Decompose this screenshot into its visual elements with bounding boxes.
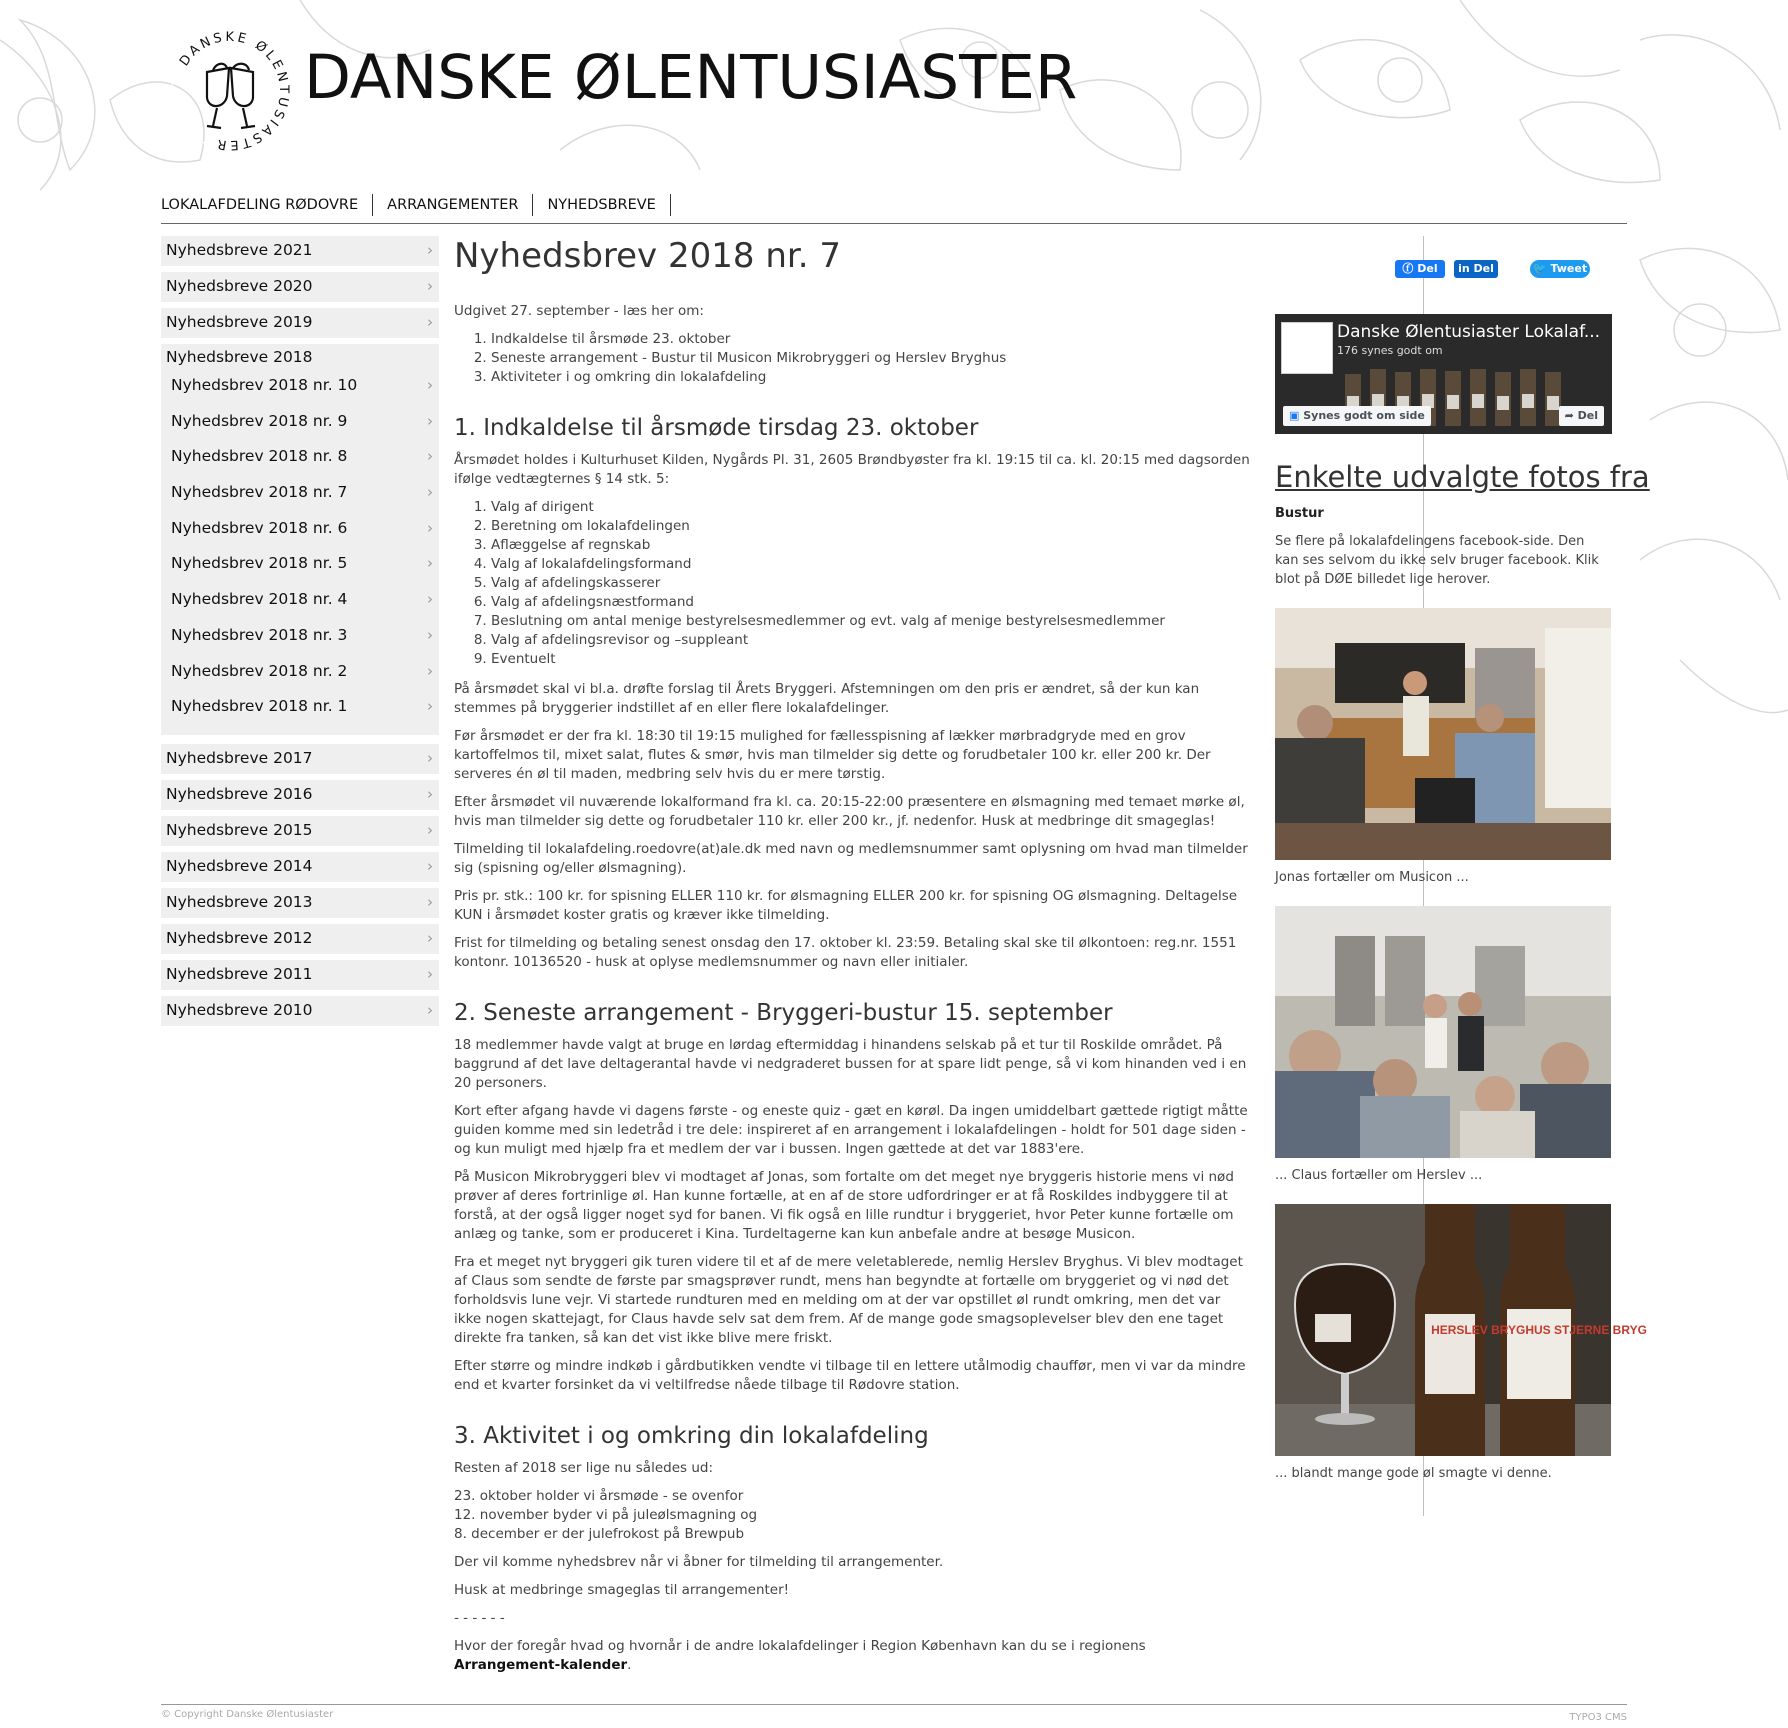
agenda-item: 3. Aflæggelse af regnskab — [491, 536, 1250, 555]
sidebar-item-2010[interactable] — [161, 996, 439, 1026]
sidebar-item-2012[interactable] — [161, 924, 439, 954]
sidebar-item-label: Nyhedsbreve 2020 — [166, 277, 313, 295]
article-toc — [454, 330, 1250, 387]
agenda-item: 4. Valg af lokalafdelingsformand — [491, 555, 1250, 574]
photos-subheading: Bustur — [1275, 506, 1324, 521]
sidebar-item-2011[interactable] — [161, 960, 439, 990]
photo-caption: ... Claus fortæller om Herslev ... — [1275, 1168, 1483, 1183]
paragraph: Fra et meget nyt bryggeri gik turen videre til et af de mere veletablerede, nemlig Herslev Bryghus. Vi blev modtaget af Claus som sendte de første par smagsprøver rundt, mens han begyndte at fortælle om bryggeriet og vi nød det forholdsvis lune vejr. Vi startede rundturen med en melding om at der var opstillet øl rundt omkring, men det var ikke nogen skattejagt, for Claus havde selv sat dem frem. Af de mange gode smagsoplevelser blev den ene taget direkte fra tanken, så kan det vist ikke blive mere friskt. — [454, 1254, 1243, 1346]
article — [454, 232, 1250, 1684]
sidebar-subitem-label: Nyhedsbrev 2018 nr. 9 — [171, 411, 348, 430]
toc-item: 2. Seneste arrangement - Bustur til Musicon Mikrobryggeri og Herslev Bryghus — [491, 349, 1250, 368]
sidebar-subitem-2018-1[interactable] — [161, 693, 439, 723]
calendar-text: Hvor der foregår hvad og hvornår i de andre lokalafdelinger i Region København kan du se i regionens — [454, 1638, 1146, 1654]
facebook-icon: ▣ — [1289, 409, 1304, 422]
article-intro: Udgivet 27. september - læs her om: — [454, 303, 704, 319]
sidebar — [161, 236, 439, 1032]
photos-description: Se flere på lokalafdelingens facebook-side. Den kan ses selvom du ikke selv bruger facebook. Klik blot på DØE billedet lige herover. — [1275, 534, 1599, 587]
paragraph: På årsmødet skal vi bl.a. drøfte forslag til Årets Bryggeri. Afstemningen om den pris er ændret, så der kun kan stemmes på bryggerier indstillet af en eller flere lokalafdelinger. — [454, 681, 1200, 716]
site-title[interactable]: DANSKE ØLENTUSIASTER — [304, 42, 1078, 113]
sidebar-item-2015[interactable] — [161, 816, 439, 846]
sidebar-item-2018[interactable]: Nyhedsbreve 2018 — [166, 348, 313, 366]
agenda-list — [454, 498, 1250, 669]
chevron-right-icon: › — [427, 483, 433, 502]
chevron-right-icon: › — [427, 697, 433, 716]
photo-caption: ... blandt mange gode øl smagte vi denne. — [1275, 1466, 1552, 1481]
sidebar-subitem-label: Nyhedsbrev 2018 nr. 10 — [171, 376, 358, 394]
facebook-share-label: Del — [1417, 262, 1438, 275]
toc-item: 1. Indkaldelse til årsmøde 23. oktober — [491, 330, 1250, 349]
arrangement-kalender-link[interactable]: Arrangement-kalender — [454, 1657, 628, 1673]
sidebar-group-2018 — [161, 344, 439, 735]
chevron-right-icon: › — [427, 661, 433, 680]
chevron-right-icon: › — [427, 748, 433, 767]
sidebar-item-label: Nyhedsbreve 2010 — [166, 1000, 313, 1019]
chevron-right-icon: › — [427, 277, 433, 295]
sidebar-subitem-label: Nyhedsbrev 2018 nr. 4 — [171, 590, 348, 609]
share-buttons — [1275, 260, 1627, 282]
sidebar-subitem-label: Nyhedsbrev 2018 nr. 3 — [171, 625, 348, 644]
sidebar-subitem-label: Nyhedsbrev 2018 nr. 1 — [171, 697, 348, 716]
article-title: Nyhedsbrev 2018 nr. 7 — [454, 236, 841, 276]
sidebar-subitem-2018-5[interactable] — [161, 550, 439, 580]
sidebar-item-label: Nyhedsbreve 2021 — [166, 241, 313, 259]
facebook-page-widget[interactable] — [1275, 314, 1612, 434]
linkedin-icon: in — [1458, 262, 1474, 275]
sidebar-subitem-2018-6[interactable] — [161, 515, 439, 545]
agenda-item: 9. Eventuelt — [491, 650, 1250, 669]
agenda-item: 6. Valg af afdelingsnæstformand — [491, 593, 1250, 612]
agenda-item: 1. Valg af dirigent — [491, 498, 1250, 517]
fb-share-button[interactable] — [1559, 406, 1604, 426]
sidebar-subitem-label: Nyhedsbrev 2018 nr. 2 — [171, 661, 348, 680]
sidebar-item-label: Nyhedsbreve 2012 — [166, 928, 313, 947]
event-line: 8. december er der julefrokost på Brewpub — [454, 1526, 745, 1542]
sidebar-item-2020[interactable] — [161, 272, 439, 302]
paragraph: Der vil komme nyhedsbrev når vi åbner for tilmelding til arrangementer. — [454, 1554, 944, 1570]
chevron-right-icon: › — [427, 892, 433, 911]
chevron-right-icon: › — [427, 856, 433, 875]
paragraph: Resten af 2018 ser lige nu således ud: — [454, 1460, 714, 1476]
sidebar-item-2013[interactable] — [161, 888, 439, 918]
paragraph: Efter større og mindre indkøb i gårdbutikken vendte vi tilbage til en lettere utålmodig chauffør, men vi var da mindre end et kvarter forsinket da vi veltilfredse nåede tilbage til Rødovre station. — [454, 1358, 1246, 1393]
separator: - - - - - - — [454, 1610, 505, 1626]
tweet-label: Tweet — [1550, 262, 1588, 275]
chevron-right-icon: › — [427, 447, 433, 466]
site-logo[interactable] — [169, 30, 291, 152]
top-navigation — [161, 190, 671, 220]
agenda-item: 7. Beslutning om antal menige bestyrelsesmedlemmer og evt. valg af menige bestyrelsesmedlemmer — [491, 612, 1250, 631]
section-2-heading: 2. Seneste arrangement - Bryggeri-bustur 15. september — [454, 1000, 1113, 1026]
copyright-text: © Copyright Danske Ølentusiaster — [161, 1709, 334, 1720]
nav-item-arrangementer[interactable]: ARRANGEMENTER — [373, 194, 533, 216]
sidebar-subitem-label: Nyhedsbrev 2018 nr. 6 — [171, 518, 348, 537]
sidebar-subitem-2018-9[interactable] — [161, 408, 439, 438]
paragraph — [454, 1637, 1250, 1675]
fb-page-name[interactable]: Danske Ølentusiaster Lokalaf... — [1337, 322, 1601, 342]
agenda-item: 8. Valg af afdelingsrevisor og –suppleant — [491, 631, 1250, 650]
sidebar-item-label: Nyhedsbreve 2019 — [166, 313, 313, 331]
fb-like-count: 176 synes godt om — [1337, 344, 1443, 357]
chevron-right-icon: › — [427, 625, 433, 644]
sidebar-subitem-2018-2[interactable] — [161, 658, 439, 688]
event-line: 23. oktober holder vi årsmøde - se ovenfor — [454, 1488, 744, 1504]
photos-heading[interactable]: Enkelte udvalgte fotos fra — [1275, 460, 1650, 494]
chevron-right-icon: › — [427, 820, 433, 839]
fb-like-page-button[interactable] — [1283, 406, 1431, 426]
sidebar-subitem-2018-4[interactable] — [161, 586, 439, 616]
chevron-right-icon: › — [427, 241, 433, 259]
sidebar-item-label: Nyhedsbreve 2013 — [166, 892, 313, 911]
chevron-right-icon: › — [427, 590, 433, 609]
section-1-intro: Årsmødet holdes i Kulturhuset Kilden, Nygårds Pl. 31, 2605 Brøndbyøster fra kl. 19:15 til ca. kl. 20:15 med dagsorden ifølge vedtægternes § 14 stk. 5: — [454, 452, 1250, 487]
agenda-item: 5. Valg af afdelingskasserer — [491, 574, 1250, 593]
toc-item: 3. Aktiviteter i og omkring din lokalafdeling — [491, 368, 1250, 387]
paragraph: Tilmelding til lokalafdeling.roedovre(at)ale.dk med navn og medlemsnummer samt oplysning om hvad man tilmelder sig (spisning og/eller ølsmagning). — [454, 841, 1248, 876]
paragraph: 18 medlemmer havde valgt at bruge en lørdag eftermiddag i hinandens selskab på et tur til Roskilde området. På baggrund af det lave deltagerantal havde vi nedgraderet bussen for at spare lidt penge, så vi kom hinanden ved i en 20 personers. — [454, 1037, 1247, 1091]
svg-text:DANSKE ØLENTUSIASTER — [177, 30, 291, 152]
facebook-share-button[interactable] — [1395, 260, 1445, 278]
chevron-right-icon: › — [427, 784, 433, 803]
sidebar-subitem-2018-7[interactable] — [161, 479, 439, 509]
sidebar-subitem-2018-10[interactable] — [161, 372, 439, 402]
section-1-heading: 1. Indkaldelse til årsmøde tirsdag 23. oktober — [454, 415, 979, 441]
sidebar-item-label: Nyhedsbreve 2011 — [166, 964, 313, 983]
nav-divider — [161, 223, 1627, 224]
photo-caption: Jonas fortæller om Musicon ... — [1275, 870, 1469, 885]
sidebar-item-2014[interactable] — [161, 852, 439, 882]
chevron-right-icon: › — [427, 554, 433, 573]
sidebar-subitem-label: Nyhedsbrev 2018 nr. 7 — [171, 483, 348, 502]
sidebar-subitem-label: Nyhedsbrev 2018 nr. 5 — [171, 554, 348, 573]
sidebar-item-label: Nyhedsbreve 2016 — [166, 784, 313, 803]
linkedin-share-button[interactable] — [1454, 260, 1498, 278]
photo-beer-bottles[interactable] — [1275, 1204, 1647, 1456]
nav-item-nyhedsbreve[interactable]: NYHEDSBREVE — [533, 194, 670, 216]
paragraph: Pris pr. stk.: 100 kr. for spisning ELLER 110 kr. for ølsmagning ELLER 200 kr. for spisning OG ølsmagning. Deltagelse KUN i årsmødet koster gratis og kræver ikke tilmelding. — [454, 888, 1238, 923]
sidebar-item-label: Nyhedsbreve 2017 — [166, 748, 313, 767]
event-lines — [454, 1487, 1250, 1544]
photo-musicon[interactable] — [1275, 608, 1611, 860]
bottle-label-text: HERSLEV BRYGHUS STJERNE BRYG — [1431, 1323, 1647, 1337]
chevron-right-icon: › — [427, 518, 433, 537]
paragraph: Efter årsmødet vil nuværende lokalformand fra kl. ca. 20:15-22:00 præsentere en ølsmagning med temaet mørke øl, hvis man tilmelder sig dette og forudbetaler 110 kr. eller 200 kr., jf. nedenfor. Husk at medbringe dit smageglas! — [454, 794, 1245, 829]
sidebar-item-2017[interactable] — [161, 744, 439, 774]
paragraph: Frist for tilmelding og betaling senest onsdag den 17. oktober kl. 23:59. Betaling skal ske til ølkontoen: reg.nr. 1551 kontonr. 10136520 - husk at oplyse medlemsnummer og navn eller initialer. — [454, 935, 1237, 970]
sidebar-subitem-label: Nyhedsbrev 2018 nr. 8 — [171, 447, 348, 466]
chevron-right-icon: › — [427, 1000, 433, 1019]
agenda-item: 2. Beretning om lokalafdelingen — [491, 517, 1250, 536]
linkedin-share-label: Del — [1473, 262, 1494, 275]
sidebar-item-label: Nyhedsbreve 2014 — [166, 856, 313, 875]
sidebar-item-2016[interactable] — [161, 780, 439, 810]
sidebar-item-2019[interactable] — [161, 308, 439, 338]
nav-item-lokalafdeling[interactable]: LOKALAFDELING RØDOVRE — [161, 194, 373, 216]
sidebar-item-label: Nyhedsbreve 2015 — [166, 820, 313, 839]
paragraph: Husk at medbringe smageglas til arrangementer! — [454, 1582, 790, 1598]
paragraph: Før årsmødet er der fra kl. 18:30 til 19:15 mulighed for fællesspisning af lækker mørbradgryde med en grov kartoffelmos til, mixet salat, flutes & smør, hvis man tilmelder sig dette og forudbetaler 100 kr. eller 200 kr. Der serveres én øl til maden, medbring selv hvis du er mere tørstig. — [454, 728, 1211, 782]
logo-ring-text: DANSKE ØLENTUSIASTER — [176, 30, 291, 152]
fb-share-label: Del — [1577, 409, 1598, 422]
page-avatar — [1281, 322, 1333, 374]
fb-like-page-label: Synes godt om side — [1303, 409, 1425, 422]
share-arrow-icon: ➦ — [1564, 409, 1578, 422]
sidebar-subitem-2018-8[interactable] — [161, 443, 439, 473]
calendar-text-end: . — [627, 1657, 632, 1673]
page-container — [161, 0, 1650, 1728]
cms-credit[interactable]: TYPO3 CMS — [1569, 1712, 1627, 1723]
photo-herslev[interactable] — [1275, 906, 1611, 1158]
chevron-right-icon: › — [427, 313, 433, 331]
chevron-right-icon: › — [427, 411, 433, 430]
sidebar-subitem-2018-3[interactable] — [161, 622, 439, 652]
chevron-right-icon: › — [427, 928, 433, 947]
event-line: 12. november byder vi på juleølsmagning og — [454, 1507, 758, 1523]
section-3-heading: 3. Aktivitet i og omkring din lokalafdeling — [454, 1423, 929, 1449]
chevron-right-icon: › — [427, 964, 433, 983]
twitter-icon: 🐦 — [1532, 262, 1551, 275]
facebook-icon: ⓕ — [1402, 262, 1418, 275]
chevron-right-icon: › — [427, 376, 433, 394]
paragraph: På Musicon Mikrobryggeri blev vi modtaget af Jonas, som fortalte om det meget nye bryggeris historie mens vi nød prøver af deres fortrinlige øl. Han kunne fortælle, at en af de store udfordringer er at få Roskildes indbyggere til at forstå, at der også ligger noget syd for banen. Vi fik også en lille rundtur i bryggeriet, hvor Peter kunne fortælle om anlæg og tanke, som er produceret i Kina. Turdeltagerne kan kun anbefale andre at besøge Musicon. — [454, 1169, 1234, 1242]
paragraph: Kort efter afgang havde vi dagens første - og eneste quiz - gæt en kørøl. Da ingen umiddelbart gættede rigtigt måtte guiden komme med sin ledetråd i tre dele: inspireret af en arrangement i lokalafdelingen - holdt for 501 dage siden - og kun muligt med hjælp fra et medlem der var i bussen. Ingen gættede at det var 1883'ere. — [454, 1103, 1248, 1157]
footer-divider — [161, 1704, 1627, 1705]
sidebar-item-2021[interactable] — [161, 236, 439, 266]
tweet-button[interactable] — [1530, 260, 1590, 278]
